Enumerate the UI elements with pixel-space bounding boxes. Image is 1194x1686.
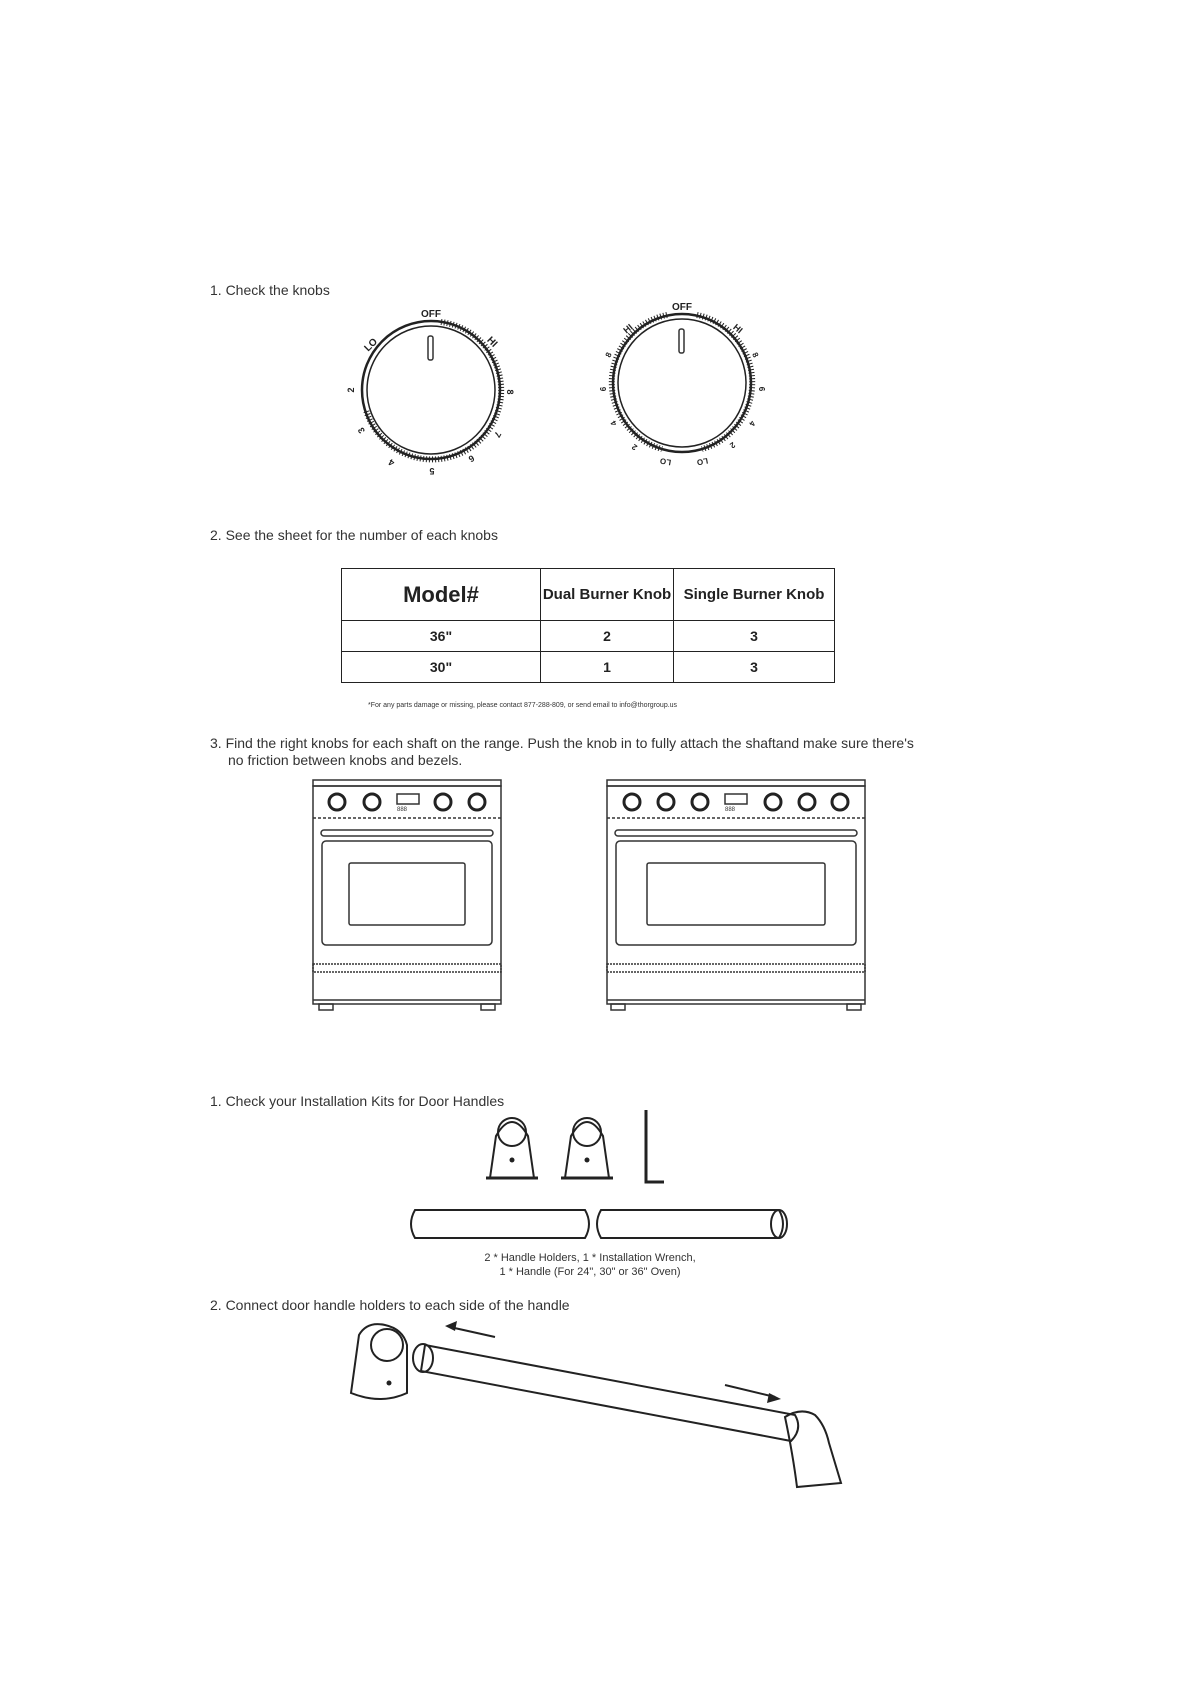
- range-36-inch-illustration: [605, 778, 867, 1014]
- svg-text:2: 2: [346, 387, 356, 393]
- installation-kit-caption: 2 * Handle Holders, 1 * Installation Wrench, 1 * Handle (For 24", 30" or 36" Oven): [484, 1252, 696, 1278]
- table-header-model: Model#: [342, 569, 541, 621]
- door-handle-bar-illustration: [405, 1206, 791, 1242]
- svg-text:2: 2: [630, 442, 639, 453]
- table-header-single: Single Burner Knob: [674, 569, 835, 621]
- range-30-inch-illustration: [311, 778, 503, 1014]
- svg-text:6: 6: [466, 453, 477, 465]
- svg-text:8: 8: [750, 351, 761, 359]
- svg-text:5: 5: [429, 466, 435, 476]
- knob-count-table: [341, 568, 835, 683]
- step-knob-sheet: 2. See the sheet for the number of each knobs: [210, 527, 498, 543]
- step-connect-handle-holders: 2. Connect door handle holders to each side of the handle: [210, 1297, 570, 1313]
- svg-text:888: 888: [397, 807, 408, 813]
- installation-wrench-illustration: [640, 1106, 670, 1186]
- svg-text:4: 4: [608, 419, 619, 428]
- svg-text:HI: HI: [731, 321, 745, 336]
- svg-text:OFF: OFF: [672, 302, 692, 313]
- svg-text:LO: LO: [362, 336, 381, 355]
- svg-text:LO: LO: [696, 456, 709, 467]
- svg-text:HI: HI: [621, 321, 635, 336]
- table-header-dual: Dual Burner Knob: [541, 569, 674, 621]
- svg-text:8: 8: [603, 351, 614, 359]
- svg-text:888: 888: [725, 807, 736, 813]
- table-row: 30" 1 3: [342, 652, 835, 683]
- step-check-knobs: 1. Check the knobs: [210, 282, 330, 298]
- parts-contact-note: *For any parts damage or missing, please contact 877-288-809, or send email to info@thorgroup.us: [368, 702, 678, 709]
- step-attach-knobs-line1: 3. Find the right knobs for each shaft on the range. Push the knob in to fully attach the shaftand make sure there's: [210, 735, 914, 751]
- handle-holder-illustration: [482, 1106, 542, 1186]
- table-row: 36" 2 3: [342, 621, 835, 652]
- svg-text:6: 6: [599, 386, 608, 392]
- handle-assembly-illustration: [345, 1315, 845, 1515]
- single-burner-knob-diagram: [592, 293, 772, 473]
- svg-text:3: 3: [355, 425, 367, 436]
- svg-text:4: 4: [747, 419, 758, 428]
- svg-text:2: 2: [728, 440, 737, 451]
- handle-holder-illustration: [557, 1106, 617, 1186]
- step-attach-knobs-line2: no friction between knobs and bezels.: [228, 752, 463, 768]
- knob-label-off: OFF: [421, 309, 441, 320]
- svg-text:4: 4: [386, 457, 397, 469]
- svg-text:6: 6: [757, 386, 766, 392]
- dual-burner-knob-diagram: [341, 300, 521, 480]
- svg-text:8: 8: [505, 389, 515, 395]
- svg-text:7: 7: [492, 429, 504, 440]
- svg-text:HI: HI: [484, 334, 500, 350]
- step-check-installation-kit: 1. Check your Installation Kits for Door Handles: [210, 1093, 505, 1109]
- svg-text:LO: LO: [659, 456, 672, 467]
